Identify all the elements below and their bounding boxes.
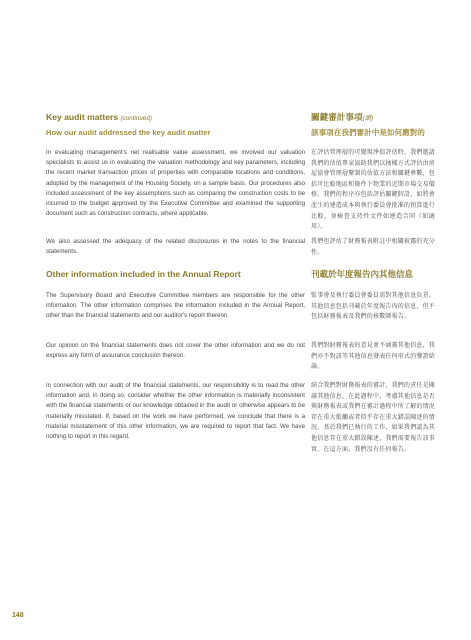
audit-response-paragraph-en: In evaluating management's net realisable value assessment, we involved our valuation specialists to assist us in evaluating the valuation methodology and key parameters, including the recent market transaction prices of properties with comparable locations and conditions, adopted by the management of the Housing Society, on a sample basis. Our procedures also included assessment of the key assumptions such as comparing the construction costs to be incurred to the budget approved by the Executive Committee and examined the supporting document such as construction contracts, where applicable. bbox=[46, 149, 305, 218]
other-information-paragraph-1-en: The Supervisory Board and Executive Committee members are responsible for the other information. The other information comprises the information included in the Annual Report, other than the financial statements and our auditor's report thereon. bbox=[46, 292, 305, 320]
heading-note: (continued) bbox=[120, 115, 153, 122]
key-audit-matters-heading-en bbox=[46, 112, 305, 124]
audit-response-subheading-zh: 該事項在我們審計中是如何應對的 bbox=[311, 128, 425, 137]
key-audit-matters-heading-zh bbox=[311, 112, 435, 124]
other-information-paragraph-3-zh: 結合我們對財務報表的審計，我們的責任是閱讀其他信息，在此過程中，考慮其他信息是否與財務報表或我們在審計過程中所了解的情況存在重大抵觸或者似乎存在重大錯誤陳述的情況。基於我們已執行的工作，如果我們認為其他信息存在重大錯誤陳述，我們需要報告該事實。在這方面，我們沒有任何報告。 bbox=[311, 383, 436, 453]
heading-text: Key audit matters bbox=[46, 112, 119, 122]
page-number: 148 bbox=[12, 612, 24, 619]
heading-text: 關鍵審計事項 bbox=[311, 112, 363, 122]
audit-response-subheading-en: How our audit addressed the key audit matter bbox=[46, 128, 211, 137]
heading-note: (續) bbox=[362, 115, 374, 122]
other-information-heading-zh: 刊載於年度報告內其他信息 bbox=[311, 269, 414, 279]
audit-response-paragraph-zh: 在評估管理層的可變現淨值評估時，我們邀請我們的估值專家協助我們以抽樣方式評估由房屋協會管理層釐制的估值方法和關鍵參數，包括可比較地區和條件下物業的近期市場交易價格。我們的程序亦包括評估關鍵假設，如將會產生的建造成本與執行委員會批准的預算進行比較，並檢查支持性文件如建造合同（如適用）。 bbox=[311, 150, 436, 231]
other-information-paragraph-2-zh: 我們對財務報表的意見並不涵蓋其他信息，我們亦不對該等其他信息發表任何形式的鑒證結論。 bbox=[311, 343, 436, 371]
other-information-paragraph-2-en: Our opinion on the financial statements does not cover the other information and we do not express any form of assurance conclusion thereon. bbox=[46, 342, 305, 360]
disclosure-paragraph-en: We also assessed the adequacy of the related disclosures in the notes to the financial statements. bbox=[46, 238, 305, 256]
other-information-paragraph-1-zh: 監事會及執行委員會委員需對其他信息負責。其他信息包括刊載於年度報告內的信息，但不包括財務報表及我們的核數師報告。 bbox=[311, 293, 436, 321]
disclosure-paragraph-zh: 我們也評估了財務報表附註中相關披露的充分性。 bbox=[311, 239, 436, 256]
other-information-paragraph-3-en: In connection with our audit of the financial statements, our responsibility is to read the other information and, in doing so, consider whether the other information is materially inconsistent with the financial statements or our knowledge obtained in the audit or otherwise appears to be materially misstated. If, based on the work we have performed, we conclude that there is a material misstatement of this other information, we are required to report that fact. We have nothing to report in this regard. bbox=[46, 382, 305, 441]
other-information-heading-en: Other information included in the Annual Report bbox=[46, 269, 241, 279]
